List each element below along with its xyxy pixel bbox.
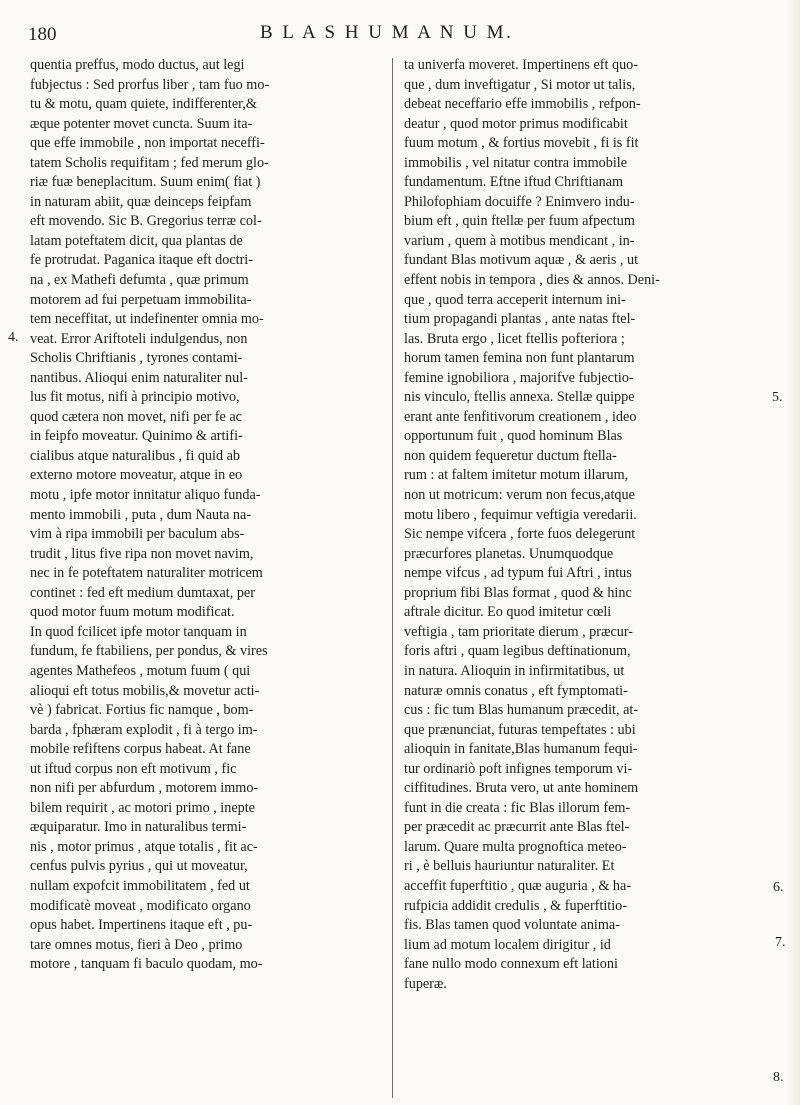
text-line: rufpicia addidit credulis , & fuperftitio- (404, 897, 627, 914)
text-line: ta univerfa moveret. Impertinens eft quo- (404, 57, 639, 73)
text-line: per præcedit ac præcurrit ante Blas ftel- (404, 819, 630, 836)
text-line: nis vinculo, ftellis annexa. Stellæ quippe (404, 389, 635, 406)
text-line: latam poteftatem dicit, qua plantas de (30, 232, 243, 249)
text-line: fundamentum. Eftne iftud Chriftianam (404, 174, 624, 191)
text-line: debeat neceffario effe immobilis , refpon- (404, 96, 641, 113)
text-line: que prænunciat, futuras tempeftates : ubi (404, 721, 636, 738)
text-line: que , quod terra acceperit internum ini- (404, 291, 626, 308)
text-line: varium , quem à motibus mendicant , in- (404, 232, 635, 249)
text-line: in naturam abiit, quæ deinceps feipfam (30, 193, 252, 210)
text-line: motu libero , fequimur veftigia veredarii. (404, 506, 637, 523)
text-line: æque potenter movet cuncta. Suum ita- (30, 115, 253, 132)
text-line: in feipfo moveatur. Quinimo & artifi- (30, 428, 243, 445)
text-line: tare omnes motus, fieri à Deo , primo (30, 936, 243, 953)
text-line: fane nullo modo connexum eft lationi (404, 956, 618, 973)
text-line: immobilis , vel nitatur contra immobile (404, 154, 628, 171)
text-line: deatur , quod motor primus modificabit (404, 115, 628, 132)
text-line: externo motore moveatur, atque in eo (30, 467, 243, 484)
text-line: fuum motum , & fortius movebit , fi is fit (404, 135, 639, 152)
text-line: quod cætera non movet, nifi per fe ac (30, 408, 242, 425)
text-line: cus : fic tum Blas humanum præcedit, at- (404, 702, 639, 719)
text-line: naturæ omnis conatus , eft fymptomati- (404, 682, 628, 699)
text-line: funt in die creata : fic Blas illorum fem- (404, 799, 631, 816)
margin-number-7: 7. (775, 935, 786, 950)
text-line: veat. Error Ariftoteli indulgendus, non (30, 330, 248, 347)
text-line: vè ) fabricat. Fortius fic namque , bom- (30, 702, 254, 719)
text-line: foris aftri , quam legibus deftinationum, (404, 643, 631, 660)
text-line: tem neceffitat, ut indefinenter omnia mo- (30, 311, 264, 328)
left-text-column (30, 56, 394, 975)
text-line: ri , è belluis hauriuntur naturaliter. Et (404, 858, 615, 875)
text-line: tur ordinariò poft infignes temporum vi- (404, 760, 633, 777)
text-line: nullam expofcit immobilitatem , fed ut (30, 877, 250, 894)
text-line: nis , motor primus , atque totalis , fit ac- (30, 838, 258, 855)
text-line: cenfus pulvis pyrius , qui ut moveatur, (30, 858, 248, 875)
text-line: quentia preffus, modo ductus, aut legi (30, 57, 245, 73)
text-line: modificatè moveat , modificato organo (30, 897, 251, 914)
text-line: cialibus atque naturalibus , fi quid ab (30, 447, 240, 464)
text-line: rum : at faltem imitetur motum illarum, (404, 467, 629, 484)
text-line: lus fit motus, nifi à principio motivo, (30, 389, 240, 406)
text-line: larum. Quare multa prognoftica meteo- (404, 838, 627, 855)
margin-number-5: 5. (772, 390, 783, 405)
text-line: agentes Mathefeos , motum fuum ( qui (30, 662, 251, 679)
text-line: motore , tanquam fi baculo quodam, mo- (30, 956, 263, 973)
text-line: in natura. Alioquin in infirmitatibus, ut (404, 662, 625, 679)
page-number: 180 (28, 24, 57, 45)
text-line: opus habet. Impertinens itaque eft , pu- (30, 917, 253, 934)
text-line: nec in fe poteftatem naturaliter motricem (30, 565, 263, 582)
text-line: fuperæ. (404, 975, 447, 992)
text-line: mento immobili , puta , dum Nauta na- (30, 506, 252, 523)
text-line: na , ex Mathefi defumta , quæ primum (30, 272, 249, 289)
text-line: eft movendo. Sic B. Gregorius terræ col- (30, 213, 262, 230)
running-title: B L A S H U M A N U M. (260, 22, 514, 43)
text-line: bium eft , quin ftellæ per fuum afpectum (404, 213, 635, 230)
text-line: que effe immobile , non importat neceffi- (30, 135, 265, 152)
text-line: non quidem fequeretur ductum ftella- (404, 447, 617, 464)
page-edge-shading (786, 0, 800, 1105)
text-line: riæ fuæ beneplacitum. Suum enim( fiat ) (30, 174, 261, 191)
text-line: erant ante fenfitivorum creationem , ideo (404, 408, 637, 425)
text-line: femine ignobiliora , majorifve fubjectio- (404, 369, 634, 386)
text-line: In quod fcilicet ipfe motor tanquam in (30, 623, 247, 640)
text-line: fe protrudat. Paganica itaque eft doctri- (30, 252, 253, 269)
text-line: Philofophiam docuiffe ? Enimvero indu- (404, 193, 635, 210)
text-line: non ut motricum: verum non fecus,atque (404, 487, 635, 504)
text-line: bilem requirit , ac motori primo , inepte (30, 799, 255, 816)
text-line: non nifi per abfurdum , motorem immo- (30, 780, 259, 797)
text-line: motu , ipfe motor innitatur aliquo funda- (30, 487, 261, 504)
text-line: que , dum inveftigatur , Si motor ut talis, (404, 76, 636, 93)
text-line: nantibus. Alioqui enim naturaliter nul- (30, 369, 248, 386)
text-line: effent nobis in tempora , dies & annos. Deni- (404, 272, 660, 289)
text-line: vim à ripa immobili per baculum abs- (30, 526, 245, 543)
text-line: las. Bruta ergo , licet ftellis pofteriora ; (404, 330, 625, 347)
text-line: continet : fed eft medium dumtaxat, per (30, 584, 255, 601)
text-line: alioquin in fanitate,Blas humanum fequi- (404, 741, 638, 758)
text-line: barda , fphæram explodit , fi à tergo im- (30, 721, 258, 738)
text-line: fis. Blas tamen quod voluntate anima- (404, 917, 620, 934)
text-line: trudit , litus five ripa non movet navim, (30, 545, 254, 562)
margin-number-8: 8. (773, 1070, 784, 1085)
text-line: lium ad motum localem dirigitur , id (404, 936, 611, 953)
text-line: nempe vifcus , ad typum fui Aftri , intus (404, 565, 632, 582)
text-line: aftrale dicitur. Eo quod imitetur cœli (404, 604, 612, 621)
margin-number-4: 4. (8, 330, 19, 345)
text-line: quod motor fuum motum modificat. (30, 604, 235, 621)
text-line: veftigia , tam prioritate dierum , præcur- (404, 623, 634, 640)
text-line: fundant Blas motivum aquæ , & aeris , ut (404, 252, 639, 269)
text-line: alioqui eft totus mobilis,& movetur acti- (30, 682, 260, 699)
text-line: ciffitudines. Bruta vero, ut ante hominem (404, 780, 639, 797)
text-line: mobile refiftens corpus habeat. At fane (30, 741, 251, 758)
text-line: Scholis Chriftianis , tyrones contami- (30, 350, 243, 367)
text-line: tatem Scholis requifitam ; fed merum glo- (30, 154, 269, 171)
text-line: tu & motu, quam quiete, indifferenter,& (30, 96, 257, 113)
text-line: Sic nempe vifcera , forte fuos delegerunt (404, 526, 636, 543)
page-header (28, 18, 778, 48)
text-line: fubjectus : Sed prorfus liber , tam fuo mo- (30, 76, 270, 93)
text-line: æquiparatur. Imo in naturalibus termi- (30, 819, 247, 836)
text-line: fundum, fe ftabiliens, per pondus, & vires (30, 643, 268, 660)
right-text-column (404, 56, 770, 994)
text-line: præcurfores planetas. Unumquodque (404, 545, 614, 562)
text-line: acceffit fuperftitio , quæ auguria , & ha- (404, 877, 632, 894)
text-line: proprium fibi Blas format , quod & hinc (404, 584, 632, 601)
text-line: motorem ad fui perpetuam immobilita- (30, 291, 252, 308)
text-line: tium propagandi plantas , ante natas ftel- (404, 311, 636, 328)
text-line: horum tamen femina non funt plantarum (404, 350, 635, 367)
margin-number-6: 6. (773, 880, 784, 895)
text-line: ut iftud corpus non eft motivum , fic (30, 760, 237, 777)
text-line: opportunum fuit , quod hominum Blas (404, 428, 623, 445)
